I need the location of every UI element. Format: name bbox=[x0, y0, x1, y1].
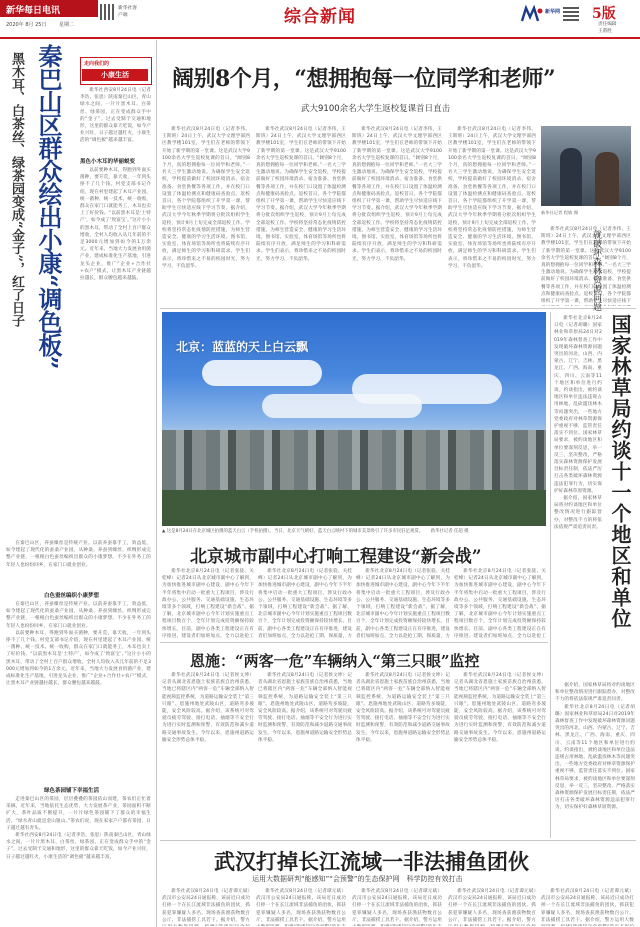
river-body-text-3: 新华社武汉8月24日电（记者谭元斌）武汉市公安局24日通报称，该局近日成功打掉一个在长江流域非法捕鱼的团伙，抓获犯罪嫌疑人多名，现场查获渔获物数百公斤、非法捕捞工具若干。据介绍，警方运用 bbox=[352, 889, 442, 923]
beijing-body-col1 bbox=[162, 568, 254, 640]
beijing-body-col3 bbox=[356, 568, 450, 640]
app-label: 新华社客户端 bbox=[118, 6, 138, 18]
sidebar-body-2b bbox=[6, 540, 151, 590]
lead-body-col1 bbox=[162, 126, 250, 306]
right-column-divider bbox=[550, 312, 551, 838]
editor-name: 王畲胜 bbox=[598, 29, 612, 34]
river-body-text-5: 新华社武汉8月24日电（记者谭元斌）武汉市公安局24日通报称，该局近日成功打掉一个在长江流域非法捕鱼的团伙，抓获犯罪嫌疑人多名，现场查获渔获物数百公斤、非法捕捞工具若干。据介绍，警方运用大数 bbox=[541, 889, 634, 923]
lead-photo-figure-2 bbox=[595, 152, 619, 206]
sidebar-body-4 bbox=[6, 796, 151, 924]
lead-headline: 阔别8个月，“想拥抱每一位同学和老师” bbox=[172, 66, 556, 92]
forest-continued-text: 据介绍，国家林草局将对约谈地区和单位整改情况进行跟踪督办，对整改不力的将依法依规严肃追责问责。 bbox=[554, 496, 602, 530]
enshi-body-col3 bbox=[356, 672, 450, 832]
forest-side-title: 就破坏森林资源问题 bbox=[591, 230, 601, 311]
masthead-weekday: 星期二 bbox=[59, 22, 75, 28]
section-title: 综合新闻 bbox=[284, 7, 356, 27]
forest-body-repeat: 新华社北京8月24日电（记者胡璐）国家林业和草原局24日对2019年森林督查工作中发现破坏森林资源问题突出的河北、山西、内蒙古、辽宁、吉林、黑龙江、广西、海南、重庆、四川、云南等11个地区和单位进行约谈。约谈指出，被约谈地区和单位违法违规占用林地、乱砍滥伐林木等问题突出，一些地方党委政府对林草资源保护重视不够，监管责任落实不到位。国家林草局要求，被约谈地区和单位要深刻反思，举一反三，坚决整改，严格落实森林资源保护发展目标责任制，依法严厉打击各类破坏森林资源违法犯罪行为，切实保护好森林草原资源。 bbox=[555, 704, 635, 811]
masthead-date: 2020年 8月 25日 bbox=[6, 22, 47, 28]
caption-marker: ▲ bbox=[162, 529, 167, 534]
sidebar-subhead-2: 白色蚕丝编织小康梦想 bbox=[44, 593, 100, 599]
river-body-text-4: 新华社武汉8月24日电（记者谭元斌）武汉市公安局24日通报称，该局近日成功打掉一个在长江流域非法捕鱼的团伙，抓获犯罪嫌疑人多名，现场查获渔获物数百公斤、非法捕捞工具若干。据介绍，警方 bbox=[448, 889, 536, 923]
sidebar-body-4-text: 走进秦巴山区的茶园，层层叠叠的茶园依山而建，茶农们正忙着采摘。近年来，当地依托生态优势，大力发展茶产业，茶园面积不断扩大，茶叶品质不断提升，一片片绿色茶园铺下了群众的幸福生活。“绿水青山就是金山银山。”茶农们说，现在家家户户都有茶园，日子越过越有奔头。 bbox=[6, 797, 151, 831]
beijing-body-text-4: 新华社北京8月24日电（记者张骁、关桂峰）记者24日从北京城市副中心了解到，为加快推进城市副中心建设，副中心今年下半年将集中启动一批重大工程项目，涉及行政办公、公共服务、交通基础设施、生态环境等多个领域，打响工程建设“新会战”。据了解，北京城市副中心今年计划实施重点工程项目数百个，全年计划完成投资额保持较快增长。目前，副中心各类工程建设正在有序推进，建设者们加班加点，全力以赴抢工 bbox=[454, 569, 546, 639]
enshi-body-col4 bbox=[454, 672, 546, 832]
enshi-body-col2 bbox=[258, 672, 352, 832]
river-body-text-1: 新华社武汉8月24日电（记者谭元斌）武汉市公安局24日通报称，该局近日成功打掉一个在长江流域非法捕鱼的团伙，抓获犯罪嫌疑人多名，现场查获渔获物数百公斤、非法捕捞工具若干。据介绍，警方 bbox=[162, 889, 250, 923]
sidebar-body-3-text: 在秦巴山区，养蚕缫丝是传统产业。以前养蚕靠手工，效益低，如今建起了现代化的蚕桑产业园，从种桑、养蚕到缫丝、织绸形成完整产业链，一根根白色蚕丝编织出群众的小康梦想。不少在外务工的年轻人也纷纷回乡，在家门口就业创业。 bbox=[6, 541, 151, 568]
river-body-col5 bbox=[541, 888, 634, 926]
forest-headline: 国家林草局约谈十一个地区和单位 bbox=[608, 314, 632, 629]
lead-body-col5 bbox=[541, 226, 631, 306]
sidebar-body-2-text: 以前要种木耳，得跑到外面买菌种，要开荒，靠天收，一年到头挣不了几个钱。村党支部书记介绍，现在村里建起了木耳产业园，统一菌种、统一技术、统一收购，群众在家门口就能务工，木耳也卖上了好价钱。“以前黑木耳是‘土特产’，如今成了‘致富宝’。”这片小小的黑木耳，带动了全村上百户群众增收，全村人均收入从几年前的不足3000元增加到如今的1万余元。近年来，当地大力发展食用菌产业，建成标准化生产基地，引进龙头企业，推广“企业+合作社+农户”模式，让黑木耳产业链越拉越长，群众腰包越来越鼓。 bbox=[80, 168, 151, 282]
river-body-col3 bbox=[352, 888, 442, 926]
xinhuanet-logo-icon bbox=[520, 5, 544, 23]
beijing-photo-caption-text: 这是8月24日在北京城区拍摄的蓝天白云（手机拍摄）。当日，北京天气晴好，蓝天白云映衬下的城市美景吸引了许多市民驻足观赏。 bbox=[166, 529, 424, 534]
enshi-body-text-3: 新华社武汉8月24日电（记者侯文坤）记者从湖北省恩施土家族苗族自治州获悉，当地已将辖区内“两客一危”车辆全部纳入智能视频监控系统，为道路运输安全装上“第三只眼”。恩施州地处武陵山区，道路弯多坡陡，安全风险较高。据介绍，该系统可对驾驶员疲劳驾驶、接打电话、抽烟等不安全行为进行实时监测和预警，有效防范和减少道路交通事故发生。今年以来，恩施州道路运输安全形势总体平稳。 bbox=[356, 673, 450, 743]
lead-bottom-rule bbox=[160, 308, 636, 309]
right-qr-code bbox=[563, 5, 579, 21]
lead-body-text-5: 新华社武汉8月24日电（记者李伟、王斯班）24日上午，武汉大学文理学部西区教学楼101室，学生们在老师的带领下开始了新学期的第一堂课。这是武汉大学9100余名大学生返校复课的首日。“阔别8个月，真的想拥抱每一位同学和老师。”一名大三学生激动地说。为确保学生安全返校，学校提前做好了校园环境消杀、宿舍准备、食堂供餐等各项工作，并在校门口设置了体温检测点和健康码查验点。返校首日，各个学院都组织了开学第一课，帮助学生尽快适应线下 bbox=[541, 227, 631, 305]
lead-body-text-1: 新华社武汉8月24日电（记者李伟、王斯班）24日上午，武汉大学文理学部西区教学楼101室，学生们在老师的带领下开始了新学期的第一堂课。这是武汉大学9100余名大学生返校复课的首日。“阔别8个月，真的想拥抱每一位同学和老师。”一名大三学生激动地说。为确保学生安全返校，学校提前做好了校园环境消杀、宿舍准备、食堂供餐等各项工作，并在校门口设置了体温检测点和健康码查验点。返校首日，各个学院都组织了开学第一课，帮助学生尽快适应线下学习节奏。据介绍，武汉大学今年秋季学期将分批次组织学生返校，预计9月上旬完成全部返校工作。学校将坚持常态化疫情防控措施，为师生营造安全、健康的学习生活环境。图书馆、实验室、体育场馆等场所也将陆续有序开放，满足师生的学习和科研需求。学生们表示，将珍惜来之不易的校园时光，努力学习，不负韶华。 bbox=[162, 127, 250, 269]
forest-continued-repeat: 据介绍，国家林草局将对约谈地区和单位整改情况进行跟踪督办，对整改不力的将依法依规严肃追责问责。 bbox=[555, 683, 635, 703]
lead-body-col2 bbox=[256, 126, 346, 306]
beijing-photo-byline: 新华社记者 任超 摄 bbox=[430, 529, 469, 534]
sidebar-subhead-1: 黑色小木耳的华丽蜕变 bbox=[80, 159, 136, 165]
sidebar-headline: 秦巴山区群众绘出小康“调色板” bbox=[34, 44, 63, 369]
sidebar-body-3 bbox=[6, 601, 151, 781]
forest-body-col2 bbox=[555, 682, 635, 838]
enshi-headline: 恩施：“两客一危”车辆纳入“第三只眼”监控 bbox=[190, 652, 480, 670]
sidebar-vertical-subtitle: 黑木耳、白茶丝、绿茶园变成“金子”，红了日子 bbox=[9, 52, 24, 327]
enshi-bottom-rule bbox=[160, 840, 636, 841]
page-number: 5版 bbox=[592, 6, 616, 22]
river-body-col2 bbox=[256, 888, 346, 926]
beijing-body-text-2: 新华社北京8月24日电（记者张骁、关桂峰）记者24日从北京城市副中心了解到，为加快推进城市副中心建设，副中心今年下半年将集中启动一批重大工程项目，涉及行政办公、公共服务、交通基础设施、生态环境等多个领域，打响工程建设“新会战”。据了解，北京城市副中心今年计划实施重点工程项目数百个，全年计划完成投资额保持较快增长。目前，副中心各类工程建设正在有序推进，建设者们加班加点，全力以赴抢工期、保质量，力 bbox=[258, 569, 352, 639]
lead-photo-byline-text: 新华社记者 程敏 摄 bbox=[541, 210, 579, 215]
lead-body-text-3: 新华社武汉8月24日电（记者李伟、王斯班）24日上午，武汉大学文理学部西区教学楼101室，学生们在老师的带领下开始了新学期的第一堂课。这是武汉大学9100余名大学生返校复课的首日。“阔别8个月，真的想拥抱每一位同学和老师。”一名大三学生激动地说。为确保学生安全返校，学校提前做好了校园环境消杀、宿舍准备、食堂供餐等各项工作，并在校门口设置了体温检测点和健康码查验点。返校首日，各个学院都组织了开学第一课，帮助学生尽快适应线下学习节奏。据介绍，武汉大学今年秋季学期将分批次组织学生返校，预计9月上旬完成全部返校工作。学校将坚持常态化疫情防控措施，为师生营造安全、健康的学习生活环境。图书馆、实验室、体育场馆等场所也将陆续有序开放，满足师生的学习和科研需求。学生们表示，将珍惜来之不易的校园时光，努力学习，不负韶华。 bbox=[352, 127, 442, 262]
lead-body-col4 bbox=[448, 126, 536, 306]
sidebar-body-2 bbox=[80, 167, 151, 537]
photo-cloud-3 bbox=[262, 394, 422, 418]
river-body-text-2: 新华社武汉8月24日电（记者谭元斌）武汉市公安局24日通报称，该局近日成功打掉一个在长江流域非法捕鱼的团伙，抓获犯罪嫌疑人多名，现场查获渔获物数百公斤、非法捕捞工具若干。据介绍，警方运用 bbox=[256, 889, 346, 923]
enshi-body-text-2: 新华社武汉8月24日电（记者侯文坤）记者从湖北省恩施土家族苗族自治州获悉，当地已将辖区内“两客一危”车辆全部纳入智能视频监控系统，为道路运输安全装上“第三只眼”。恩施州地处武陵山区，道路弯多坡陡，安全风险较高。据介绍，该系统可对驾驶员疲劳驾驶、接打电话、抽烟等不安全行为进行实时监测和预警，有效防范和减少道路交通事故发生。今年以来，恩施州道路运输安全形势总体平稳。 bbox=[258, 673, 352, 743]
lead-photo-byline bbox=[541, 209, 631, 225]
forest-body-text: 新华社北京8月24日电（记者胡璐）国家林业和草原局24日对2019年森林督查工作中发现破坏森林资源问题突出的河北、山西、内蒙古、辽宁、吉林、黑龙江、广西、海南、重庆、四川、云南等11个地区和单位进行约谈。约谈指出，被约谈地区和单位违法违规占用林地、乱砍滥伐林木等问题突出，一些地方党委政府对林草资源保护重视不够，监管责任落实不到位。国家林草局要求，被约谈地区和单位要深刻反思，举一反三，坚决整改，严格落实森林资源保护发展目标责任制，依法严厉打击各类破坏森林资源违法犯罪行为，切实保护好森林草原资源。 bbox=[554, 316, 602, 494]
beijing-photo-caption bbox=[162, 527, 546, 537]
editor-label: 责任编辑 bbox=[598, 22, 617, 27]
lead-body-col3 bbox=[352, 126, 442, 306]
sidebar-tag-secondary: 小康生活 bbox=[82, 69, 148, 81]
beijing-bottom-rule bbox=[160, 642, 548, 643]
river-body-col4 bbox=[448, 888, 536, 926]
xinhuanet-label: 新华网 bbox=[545, 9, 561, 15]
sidebar-body-2-repeat: 以前要种木耳，得跑到外面买菌种，要开荒，靠天收，一年到头挣不了几个钱。村党支部书记介绍，现在村里建起了木耳产业园，统一菌种、统一技术、统一收购，群众在家门口就能务工，木耳也卖上了好价钱。“以前黑木耳是‘土特产’，如今成了‘致富宝’。”这片小小的黑木耳，带动了全村上百户群众增收，全村人均收入从几年前的不足3000元增加到如今的1万余元。近年来，当地大力发展食用菌产业，建成标准化生产基地，引进龙头企业，推广“企业+合作社+农户”模式，让黑木耳产业链越拉越长，群众腰包越来越鼓。 bbox=[6, 630, 151, 687]
lead-subtitle: 武大9100余名大学生返校复课首日直击 bbox=[301, 104, 451, 114]
lead-body-text-2: 新华社武汉8月24日电（记者李伟、王斯班）24日上午，武汉大学文理学部西区教学楼101室，学生们在老师的带领下开始了新学期的第一堂课。这是武汉大学9100余名大学生返校复课的首日。“阔别8个月，真的想拥抱每一位同学和老师。”一名大三学生激动地说。为确保学生安全返校，学校提前做好了校园环境消杀、宿舍准备、食堂供餐等各项工作，并在校门口设置了体温检测点和健康码查验点。返校首日，各个学院都组织了开学第一课，帮助学生尽快适应线下学习节奏。据介绍，武汉大学今年秋季学期将分批次组织学生返校，预计9月上旬完成全部返校工作。学校将坚持常态化疫情防控措施，为师生营造安全、健康的学习生活环境。图书馆、实验室、体育场馆等场所也将陆续有序开放，满足师生的学习和科研需求。学生们表示，将珍惜来之不易的校园时光，努力学习，不负韶华。 bbox=[256, 127, 346, 262]
enshi-body-text-4: 新华社武汉8月24日电（记者侯文坤）记者从湖北省恩施土家族苗族自治州获悉，当地已将辖区内“两客一危”车辆全部纳入智能视频监控系统，为道路运输安全装上“第三只眼”。恩施州地处武陵山区，道路弯多坡陡，安全风险较高。据介绍，该系统可对驾驶员疲劳驾驶、接打电话、抽烟等不安全行为进行实时监测和预警，有效防范和减少道路交通事故发生。今年以来，恩施州道路运输安全形势总体平稳。 bbox=[454, 673, 546, 743]
sidebar-subhead-3: 绿色茶园铺下幸福生活 bbox=[44, 788, 100, 794]
masthead-rule bbox=[0, 37, 640, 39]
enshi-body-text-1: 新华社武汉8月24日电（记者侯文坤）记者从湖北省恩施土家族苗族自治州获悉，当地已将辖区内“两客一危”车辆全部纳入智能视频监控系统，为道路运输安全装上“第三只眼”。恩施州地处武陵山区，道路弯多坡陡，安全风险较高。据介绍，该系统可对驾驶员疲劳驾驶、接打电话、抽烟等不安全行为进行实时监测和预警，有效防范和减少道路交通事故发生。今年以来，恩施州道路运输安全形势总体平稳。 bbox=[162, 673, 254, 743]
app-qr-code bbox=[100, 4, 116, 20]
masthead-brand: 新华每日电讯 bbox=[6, 6, 61, 16]
xinhuanet-logo bbox=[520, 5, 544, 23]
sidebar-divider bbox=[156, 40, 157, 927]
photo-trees bbox=[162, 490, 546, 526]
lead-body-text-4: 新华社武汉8月24日电（记者李伟、王斯班）24日上午，武汉大学文理学部西区教学楼101室，学生们在老师的带领下开始了新学期的第一堂课。这是武汉大学9100余名大学生返校复课的首日。“阔别8个月，真的想拥抱每一位同学和老师。”一名大三学生激动地说。为确保学生安全返校，学校提前做好了校园环境消杀、宿舍准备、食堂供餐等各项工作，并在校门口设置了体温检测点和健康码查验点。返校首日，各个学院都组织了开学第一课，帮助学生尽快适应线下学习节奏。据介绍，武汉大学今年秋季学期将分批次组织学生返校，预计9月上旬完成全部返校工作。学校将坚持常态化疫情防控措施，为师生营造安全、健康的学习生活环境。图书馆、实验室、体育场馆等场所也将陆续有序开放，满足师生的学习和科研需求。学生们表示，将珍惜来之不易的校园时光，努力学习，不负韶华。 bbox=[448, 127, 536, 269]
river-subtitle: 运用大数据研判“能感知”“会预警”的生态保护网 科学防控有效打击 bbox=[252, 875, 463, 883]
beijing-body-text-3: 新华社北京8月24日电（记者张骁、关桂峰）记者24日从北京城市副中心了解到，为加快推进城市副中心建设，副中心今年下半年将集中启动一批重大工程项目，涉及行政办公、公共服务、交通基础设施、生态环境等多个领域，打响工程建设“新会战”。据了解，北京城市副中心今年计划实施重点工程项目数百个，全年计划完成投资额保持较快增长。目前，副中心各类工程建设正在有序推进，建设者们加班加点，全力以赴抢工期、保质量，力 bbox=[356, 569, 450, 639]
sidebar-tag-primary: 走向我们的 bbox=[84, 61, 110, 67]
river-body-col1 bbox=[162, 888, 250, 926]
sidebar-body-1-repeat: 新华社西安8月24日电（记者李浩、张思）陕南秦巴山区，青山绿水之间，一片片黑木耳、白茶丝、绿茶园，正在变成群众手中的“金子”。过去受制于交通和地形，这里的群众靠天吃饭，如今产业兴旺，日子越过越红火，小康生活的“调色板”越来越丰富。 bbox=[6, 833, 151, 860]
beijing-body-col2 bbox=[258, 568, 352, 640]
beijing-photo-title: 北京：蓝蓝的天上白云飘 bbox=[176, 340, 309, 354]
river-headline: 武汉打掉长江流域一非法捕鱼团伙 bbox=[214, 849, 529, 874]
enshi-body-col1 bbox=[162, 672, 254, 832]
photo-cloud bbox=[202, 360, 322, 386]
beijing-body-col4 bbox=[454, 568, 546, 640]
sidebar-body-1-text: 新华社西安8月24日电（记者李浩、张思）陕南秦巴山区，青山绿水之间，一片片黑木耳、白茶丝、绿茶园，正在变成群众手中的“金子”。过去受制于交通和地形，这里的群众靠天吃饭，如今产业兴旺，日子越过越红火，小康生活的“调色板”越来越丰富。 bbox=[80, 88, 151, 144]
beijing-headline: 北京城市副中心打响工程建设“新会战” bbox=[190, 547, 482, 567]
lead-photo-figure bbox=[560, 148, 582, 206]
sidebar-body-1 bbox=[80, 87, 151, 153]
sidebar-body-3-repeat: 在秦巴山区，养蚕缫丝是传统产业。以前养蚕靠手工，效益低，如今建起了现代化的蚕桑产业园，从种桑、养蚕到缫丝、织绸形成完整产业链，一根根白色蚕丝编织出群众的小康梦想。不少在外务工的年轻人也纷纷回乡，在家门口就业创业。 bbox=[6, 602, 151, 629]
beijing-body-text-1: 新华社北京8月24日电（记者张骁、关桂峰）记者24日从北京城市副中心了解到，为加快推进城市副中心建设，副中心今年下半年将集中启动一批重大工程项目，涉及行政办公、公共服务、交通基础设施、生态环境等多个领域，打响工程建设“新会战”。据了解，北京城市副中心今年计划实施重点工程项目数百个，全年计划完成投资额保持较快增长。目前，副中心各类工程建设正在有序推进，建设者们加班加点，全力以赴抢工 bbox=[162, 569, 254, 639]
